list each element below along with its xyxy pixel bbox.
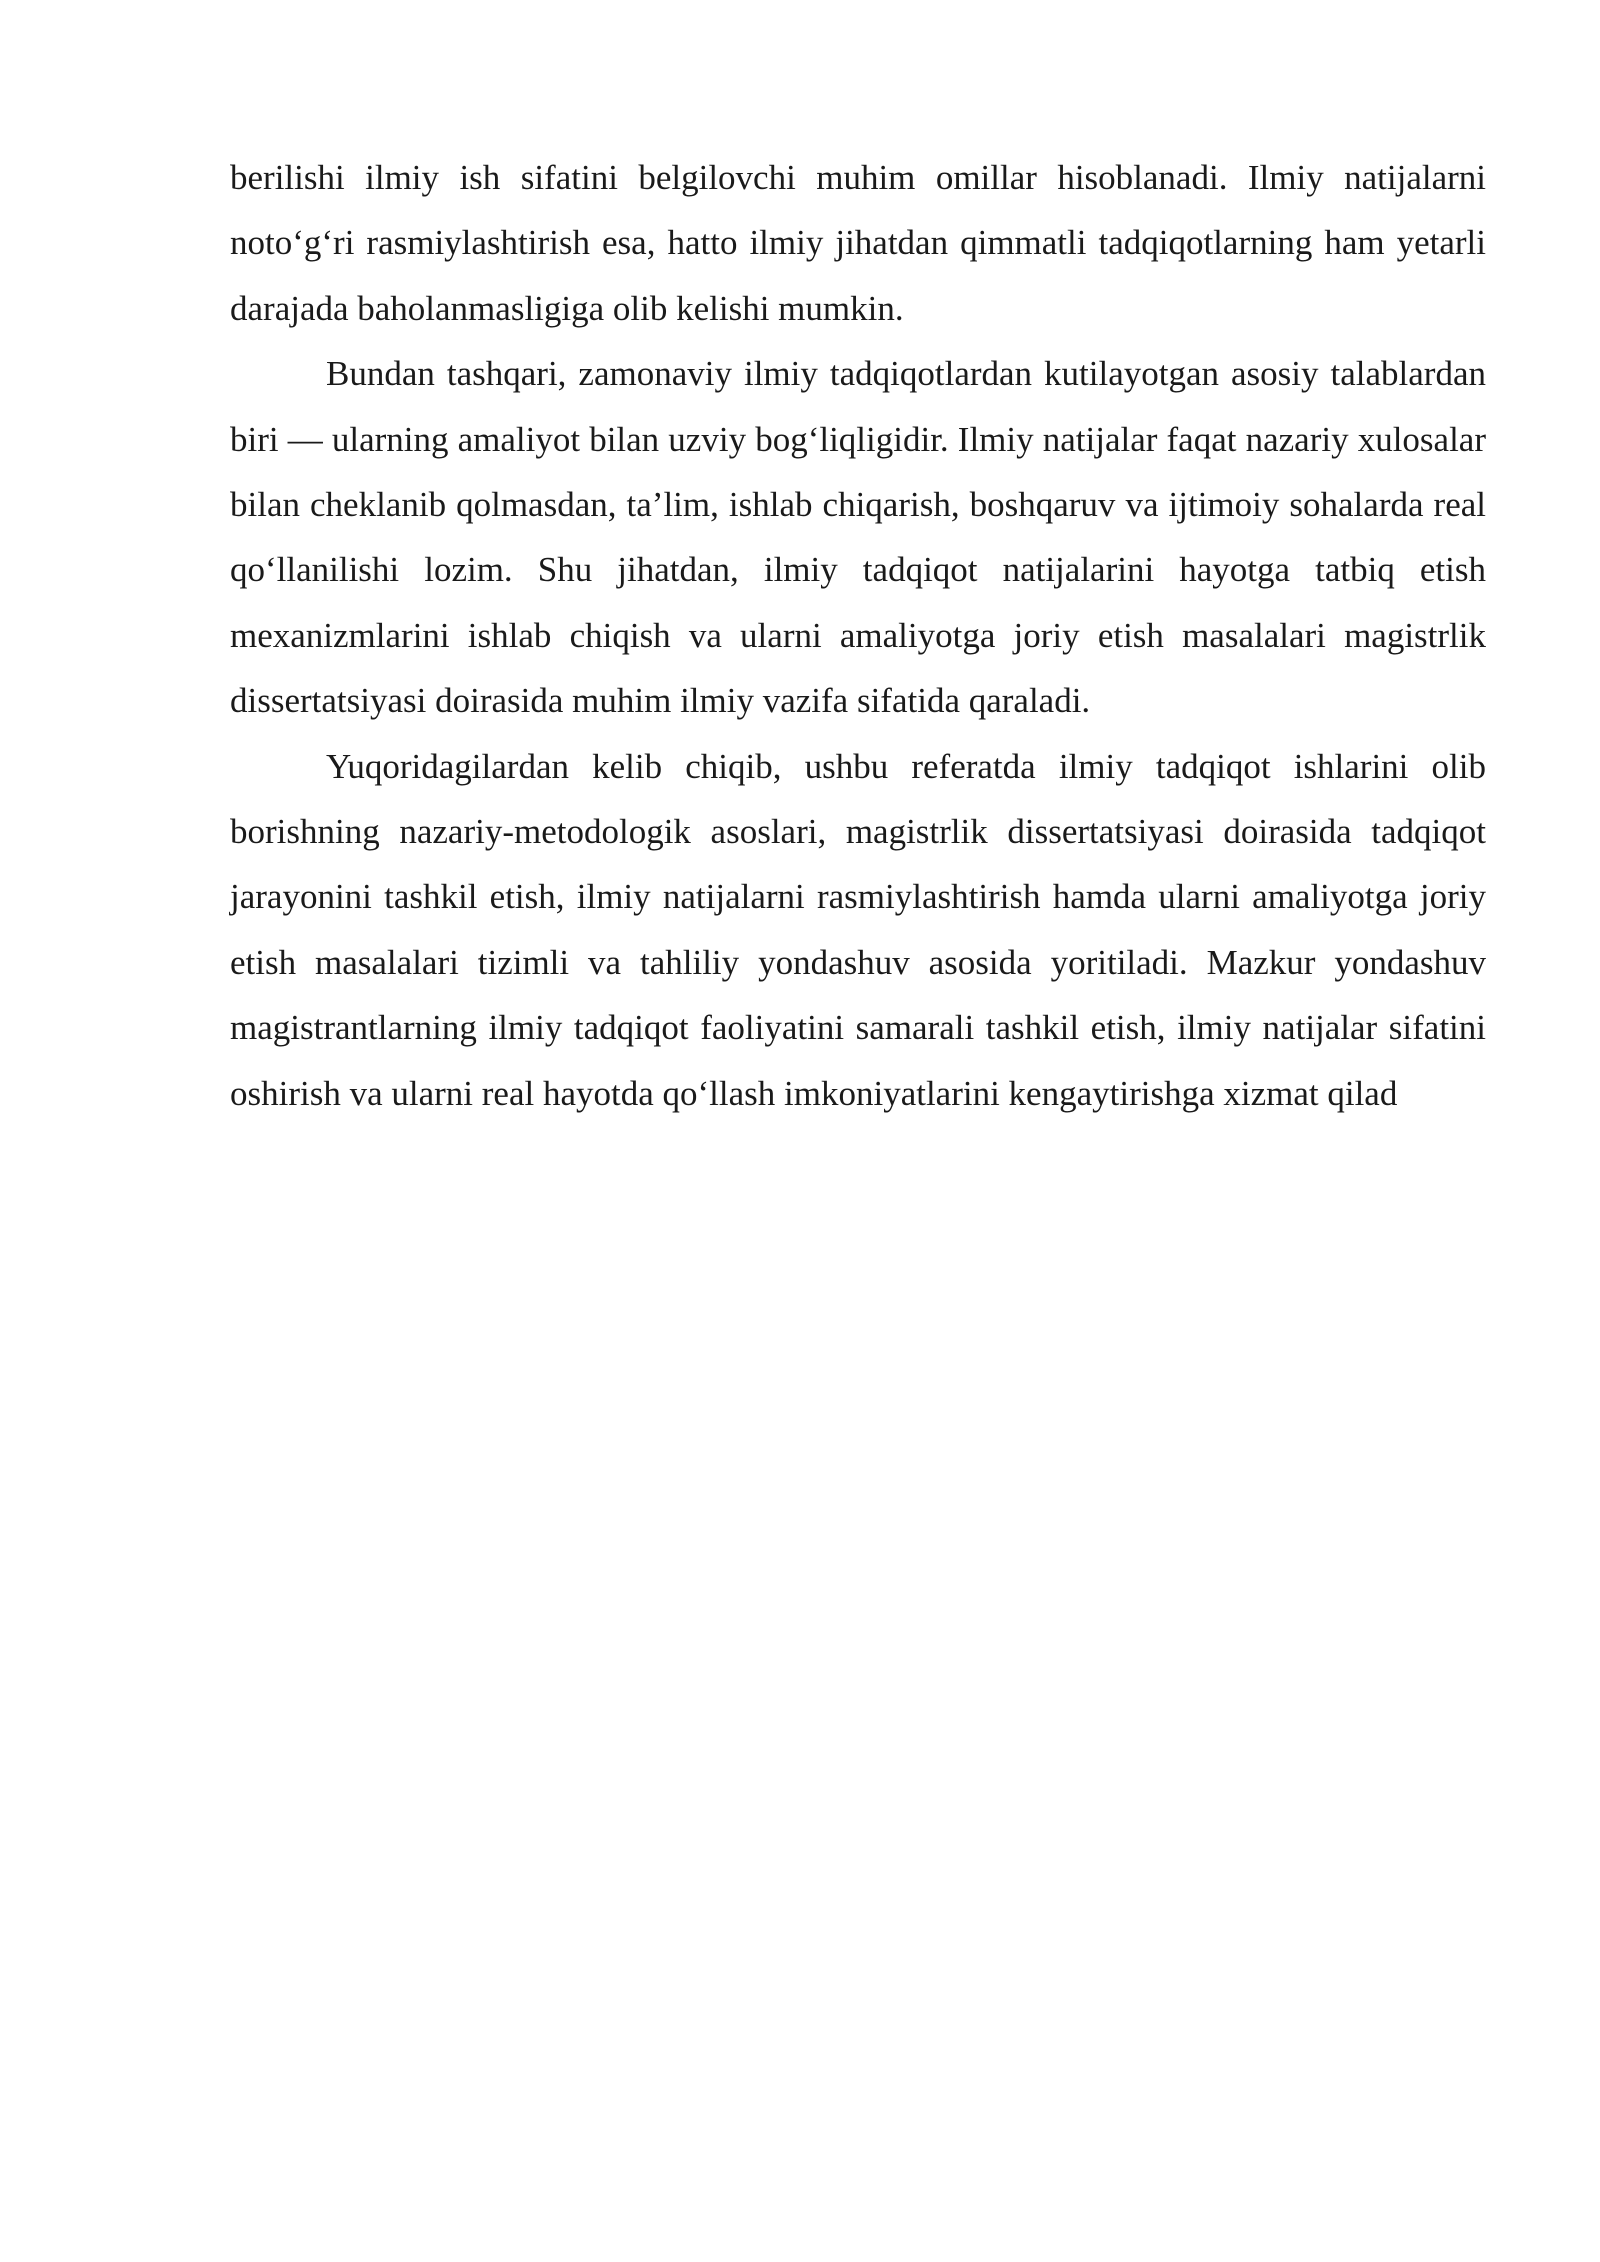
paragraph-2: Bundan tashqari, zamonaviy ilmiy tadqiqotlardan kutilayotgan asosiy talablardan biri — ularning amaliyot bilan uzviy bog‘liqligidir. Ilmiy natijalar faqat nazariy xulosalar bilan cheklanib qolmasdan, ta’lim, ishlab chiqarish, boshqaruv va ijtimoiy sohalarda real qo‘llanilishi lozim. Shu jihatdan, ilmiy tadqiqot natijalarini hayotga tatbiq etish mexanizmlarini ishlab chiqish va ularni amaliyotga joriy etish masalalari magistrlik dissertatsiyasi doirasida muhim ilmiy vazifa sifatida qaraladi. (230, 354, 1486, 721)
paragraph-1: berilishi ilmiy ish sifatini belgilovchi muhim omillar hisoblanadi. Ilmiy natijalarni noto‘g‘ri rasmiylashtirish esa, hatto ilmiy jihatdan qimmatli tadqiqotlarning ham yetarli darajada baholanmasligiga olib kelishi mumkin. (230, 158, 1486, 328)
document-body (230, 145, 1486, 1126)
paragraph-3: Yuqoridagilardan kelib chiqib, ushbu referatda ilmiy tadqiqot ishlarini olib borishning nazariy-metodologik asoslari, magistrlik dissertatsiyasi doirasida tadqiqot jarayonini tashkil etish, ilmiy natijalarni rasmiylashtirish hamda ularni amaliyotga joriy etish masalalari tizimli va tahliliy yondashuv asosida yoritiladi. Mazkur yondashuv magistrantlarning ilmiy tadqiqot faoliyatini samarali tashkil etish, ilmiy natijalar sifatini oshirish va ularni real hayotda qo‘llash imkoniyatlarini kengaytirishga xizmat qilad (230, 746, 1486, 1113)
